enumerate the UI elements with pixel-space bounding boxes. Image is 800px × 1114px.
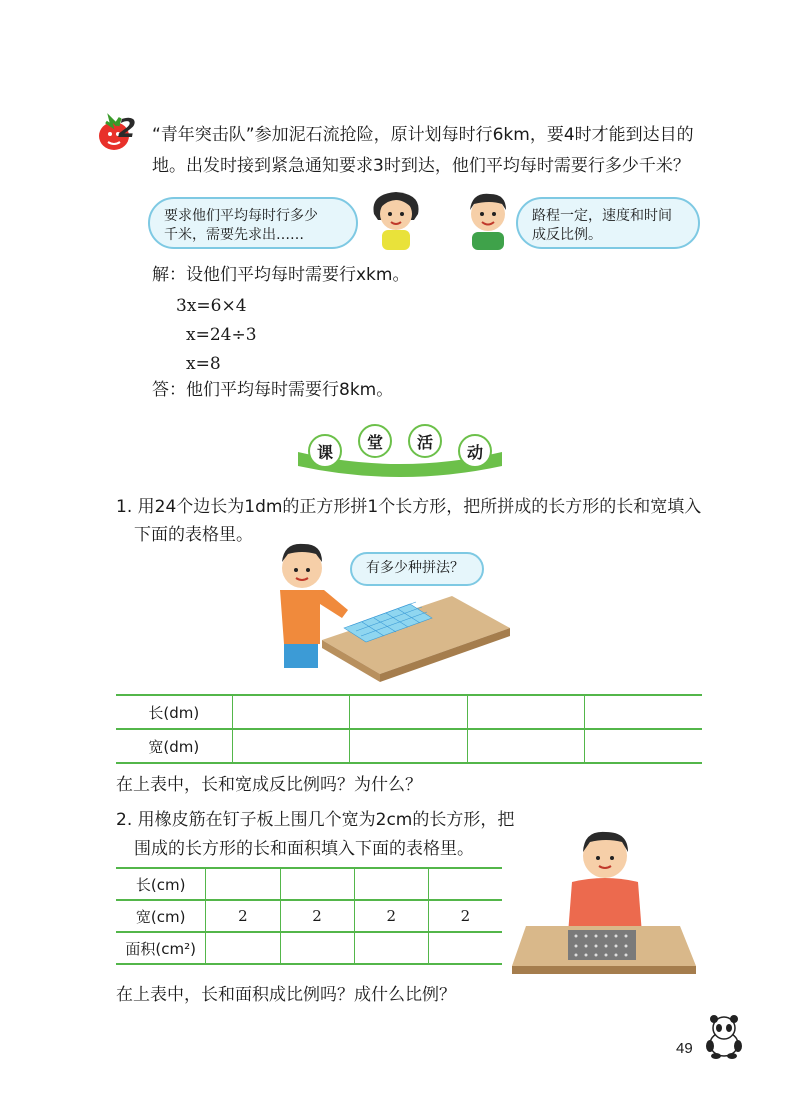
task2-line-1: 2. 用橡皮筋在钉子板上围几个宽为2cm的长方形，把: [116, 810, 515, 830]
width-value: 2: [354, 900, 428, 932]
boy-illustration: [460, 186, 516, 250]
table-cell[interactable]: [206, 932, 280, 964]
bubble-left-line-1: 要求他们平均每时行多少: [164, 208, 318, 224]
page-number: 49: [676, 1040, 693, 1057]
table-cell[interactable]: [280, 868, 354, 900]
task2-table: [116, 867, 502, 965]
task1-table: [116, 694, 702, 764]
table-cell[interactable]: [232, 695, 350, 729]
boy-pegboard-illustration: [510, 826, 700, 978]
task1-bubble: [350, 552, 484, 586]
table-cell[interactable]: [350, 695, 468, 729]
example-line-1: “青年突击队”参加泥石流抢险，原计划每时行6km，要4时才能到达目的: [152, 125, 694, 145]
task1-bubble-text: 有多少种拼法？: [366, 560, 464, 576]
table-row: [116, 695, 702, 729]
task1-line-2: 下面的表格里。: [134, 525, 253, 545]
row-label: 宽(dm): [116, 729, 232, 763]
example-badge: [96, 112, 146, 156]
width-value: 2: [280, 900, 354, 932]
table-cell[interactable]: [428, 932, 502, 964]
table-row: [116, 932, 502, 964]
bubble-right: [516, 197, 700, 249]
table-cell[interactable]: [280, 932, 354, 964]
table-row: [116, 868, 502, 900]
banner-char-1: 课: [308, 434, 342, 468]
table-row: [116, 729, 702, 763]
table-cell[interactable]: [467, 729, 585, 763]
table-cell[interactable]: [354, 932, 428, 964]
bubble-left: [148, 197, 358, 249]
equation-2: x=24÷3: [186, 325, 257, 345]
table-cell[interactable]: [206, 868, 280, 900]
equation-3: x=8: [186, 354, 221, 374]
solution-intro: 解：设他们平均每时需要行xkm。: [152, 265, 410, 285]
equation-1: 3x=6×4: [176, 296, 247, 316]
row-label: 宽(cm): [116, 900, 206, 932]
example-number: 2: [118, 114, 137, 144]
banner-char-3: 活: [408, 424, 442, 458]
table-row: [116, 900, 502, 932]
task2-line-2: 围成的长方形的长和面积填入下面的表格里。: [134, 839, 474, 859]
bubble-right-line-1: 路程一定，速度和时间: [532, 208, 672, 224]
table-cell[interactable]: [428, 868, 502, 900]
panda-icon: [700, 1012, 748, 1060]
row-label: 面积(cm²): [116, 932, 206, 964]
bubble-left-line-2: 千米，需要先求出……: [164, 227, 304, 243]
table-cell[interactable]: [232, 729, 350, 763]
table-cell[interactable]: [350, 729, 468, 763]
row-label: 长(cm): [116, 868, 206, 900]
row-label: 长(dm): [116, 695, 232, 729]
task1-question: 在上表中，长和宽成反比例吗？为什么？: [116, 775, 422, 795]
width-value: 2: [206, 900, 280, 932]
banner-char-2: 堂: [358, 424, 392, 458]
example-line-2: 地。出发时接到紧急通知要求3时到达，他们平均每时需要行多少千米？: [152, 156, 690, 176]
table-cell[interactable]: [585, 695, 702, 729]
activity-banner: [290, 420, 510, 480]
task2-question: 在上表中，长和面积成比例吗？成什么比例？: [116, 985, 456, 1005]
task1-line-1: 1. 用24个边长为1dm的正方形拼1个长方形，把所拼成的长方形的长和宽填入: [116, 497, 702, 517]
table-cell[interactable]: [585, 729, 702, 763]
table-cell[interactable]: [467, 695, 585, 729]
table-cell[interactable]: [354, 868, 428, 900]
girl-illustration: [368, 186, 424, 250]
banner-char-4: 动: [458, 434, 492, 468]
answer: 答：他们平均每时需要行8km。: [152, 380, 394, 400]
bubble-right-line-2: 成反比例。: [532, 227, 602, 243]
width-value: 2: [428, 900, 502, 932]
